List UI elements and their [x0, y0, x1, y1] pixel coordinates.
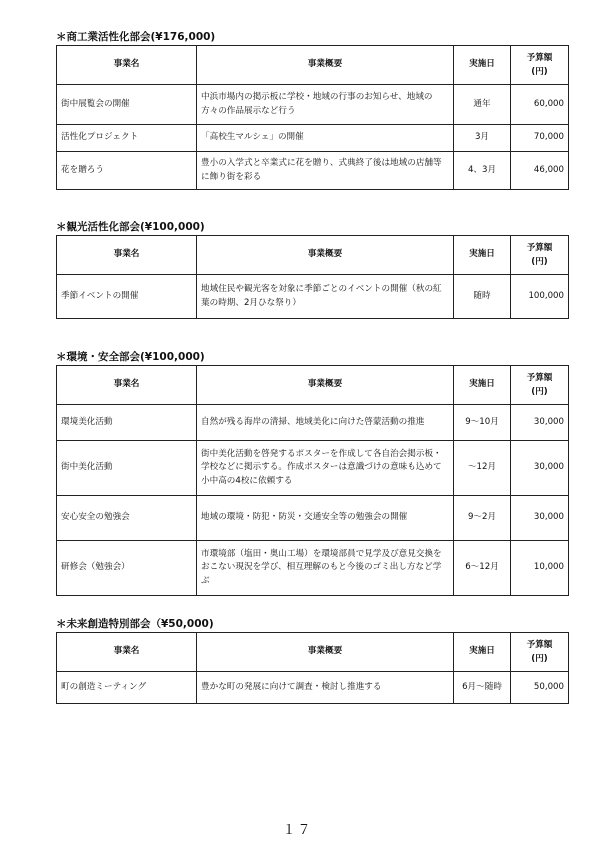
header-date: 実施日	[454, 633, 511, 672]
table-header-row	[57, 46, 569, 85]
header-budget	[511, 236, 569, 275]
header-budget-unit: (円)	[531, 654, 548, 664]
section-environment	[56, 350, 568, 596]
header-budget-label: 予算額	[526, 640, 553, 650]
row-amount: 60,000	[511, 85, 569, 125]
row-amount: 70,000	[511, 125, 569, 152]
header-budget-label: 予算額	[526, 243, 553, 253]
row-date: 9～2月	[454, 496, 511, 541]
row-name: 街中展覧会の開催	[57, 85, 197, 125]
header-name: 事業名	[57, 633, 197, 672]
row-name: 活性化プロジェクト	[57, 125, 197, 152]
budget-table	[56, 365, 569, 596]
header-budget-unit: (円)	[531, 387, 548, 397]
row-desc: 豊かな町の発展に向けて調査・検討し推進する	[197, 672, 454, 704]
row-amount: 10,000	[511, 541, 569, 596]
row-desc: 「高校生マルシェ」の開催	[197, 125, 454, 152]
section-title: ＊商工業活性化部会(¥176,000)	[56, 31, 216, 43]
header-budget	[511, 46, 569, 85]
row-date: 3月	[454, 125, 511, 152]
row-amount: 50,000	[511, 672, 569, 704]
row-amount: 30,000	[511, 496, 569, 541]
header-budget-label: 予算額	[526, 53, 553, 63]
section-title: ＊未来創造特別部会（¥50,000)	[56, 618, 214, 630]
section-tourism	[56, 220, 568, 319]
budget-table	[56, 632, 569, 704]
header-budget	[511, 633, 569, 672]
budget-table	[56, 45, 569, 190]
section-title: ＊環境・安全部会(¥100,000)	[56, 351, 205, 363]
row-desc: 自然が残る海岸の清掃、地域美化に向けた啓蒙活動の推進	[197, 405, 454, 441]
header-desc: 事業概要	[197, 236, 454, 275]
table-row	[57, 541, 569, 596]
table-row	[57, 125, 569, 152]
row-amount: 100,000	[511, 275, 569, 319]
row-name: 季節イベントの開催	[57, 275, 197, 319]
header-desc: 事業概要	[197, 366, 454, 405]
table-header-row	[57, 366, 569, 405]
row-desc: 街中美化活動を啓発するポスターを作成して各自治会掲示板・学校などに掲示する。作成ポスターは意識づけの意味も込めて小中高の4校に依頼する	[197, 441, 454, 496]
row-amount: 30,000	[511, 405, 569, 441]
page-number: １７	[282, 823, 313, 838]
row-amount: 30,000	[511, 441, 569, 496]
table-row	[57, 441, 569, 496]
row-date: ～12月	[454, 441, 511, 496]
header-date: 実施日	[454, 236, 511, 275]
header-desc: 事業概要	[197, 633, 454, 672]
row-desc: 地域住民や観光客を対象に季節ごとのイベントの開催（秋の紅葉の時期、2月ひな祭り）	[197, 275, 454, 319]
row-desc: 地域の環境・防犯・防災・交通安全等の勉強会の開催	[197, 496, 454, 541]
header-budget-unit: (円)	[531, 257, 548, 267]
row-date: 9～10月	[454, 405, 511, 441]
row-date: 6～12月	[454, 541, 511, 596]
table-row	[57, 672, 569, 704]
row-desc: 中浜市場内の掲示板に学校・地域の行事のお知らせ、地域の方々の作品展示など行う	[197, 85, 454, 125]
row-date: 通年	[454, 85, 511, 125]
table-row	[57, 152, 569, 190]
row-name: 花を贈ろう	[57, 152, 197, 190]
section-future	[56, 617, 568, 704]
header-date: 実施日	[454, 46, 511, 85]
row-name: 街中美化活動	[57, 441, 197, 496]
row-name: 町の創造ミーティング	[57, 672, 197, 704]
row-date: 随時	[454, 275, 511, 319]
header-budget-unit: (円)	[531, 67, 548, 77]
budget-table	[56, 235, 569, 319]
table-row	[57, 405, 569, 441]
header-date: 実施日	[454, 366, 511, 405]
row-date: 4、3月	[454, 152, 511, 190]
table-header-row	[57, 236, 569, 275]
table-row	[57, 85, 569, 125]
table-row	[57, 275, 569, 319]
header-name: 事業名	[57, 46, 197, 85]
row-date: 6月～随時	[454, 672, 511, 704]
header-name: 事業名	[57, 236, 197, 275]
row-name: 環境美化活動	[57, 405, 197, 441]
row-desc: 市環境部（塩田・奥山工場）を環境部員で見学及び意見交換をおこない現況を学び、相互理解のもと今後のゴミ出し方など学ぶ	[197, 541, 454, 596]
row-name: 安心安全の勉強会	[57, 496, 197, 541]
header-desc: 事業概要	[197, 46, 454, 85]
header-budget-label: 予算額	[526, 373, 553, 383]
header-budget	[511, 366, 569, 405]
row-desc: 豊小の入学式と卒業式に花を贈り、式典終了後は地域の店舗等に飾り街を彩る	[197, 152, 454, 190]
table-header-row	[57, 633, 569, 672]
section-title: ＊観光活性化部会(¥100,000)	[56, 221, 205, 233]
row-amount: 46,000	[511, 152, 569, 190]
header-name: 事業名	[57, 366, 197, 405]
table-row	[57, 496, 569, 541]
section-commerce	[56, 30, 568, 190]
row-name: 研修会（勉強会）	[57, 541, 197, 596]
